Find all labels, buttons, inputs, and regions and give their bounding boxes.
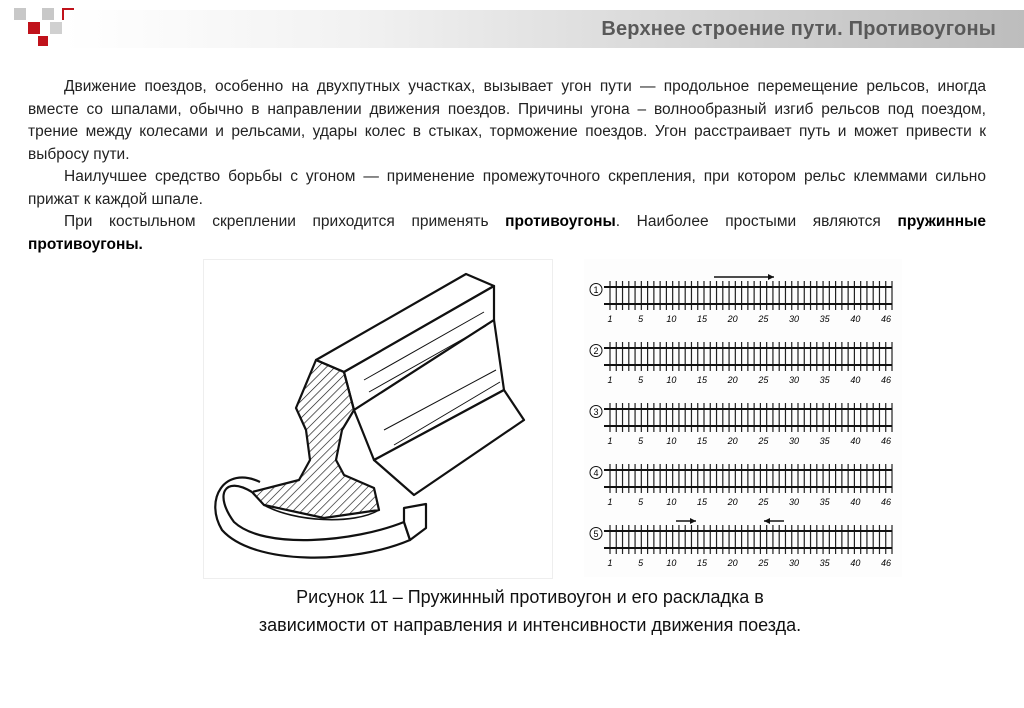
- row-label: 1: [593, 285, 599, 295]
- scale-tick-label: 30: [788, 497, 800, 507]
- scale-tick-label: 20: [727, 375, 738, 385]
- scale-tick-label: 15: [696, 497, 708, 507]
- scale-tick-label: 40: [850, 558, 861, 568]
- rail-anticreeper-illustration: [203, 259, 553, 579]
- scale-tick-label: 15: [696, 436, 708, 446]
- scale-tick-label: 25: [758, 558, 769, 568]
- scale-tick-label: 10: [666, 497, 677, 507]
- scale-tick-label: 1: [607, 314, 613, 324]
- arrow-head: [690, 518, 696, 524]
- paragraph-2: Наилучшее средство борьбы с угоном — применение промежуточного скрепления, при котором рельс клеммами сильно прижат к каждой шпале.: [28, 168, 986, 208]
- scale-tick-label: 1: [607, 497, 613, 507]
- figure-caption: [180, 583, 880, 639]
- scale-tick-label: 1: [607, 558, 613, 568]
- square-gray: [14, 8, 26, 20]
- arrow-head: [764, 518, 770, 524]
- scale-tick-label: 46: [880, 497, 892, 507]
- square-red: [28, 22, 40, 34]
- scale-tick-label: 10: [666, 558, 677, 568]
- scale-tick-label: 10: [666, 314, 677, 324]
- scale-tick-label: 46: [880, 436, 892, 446]
- scale-tick-label: 5: [638, 314, 644, 324]
- scale-tick-label: 20: [727, 314, 738, 324]
- scale-tick-label: 20: [727, 436, 738, 446]
- scale-tick-label: 40: [850, 497, 861, 507]
- scale-tick-label: 20: [727, 558, 738, 568]
- arrow-head: [768, 274, 774, 280]
- row-label: 2: [593, 346, 599, 356]
- scale-tick-label: 15: [696, 314, 708, 324]
- scale-tick-label: 40: [850, 436, 861, 446]
- scale-tick-label: 30: [788, 314, 800, 324]
- scale-tick-label: 46: [880, 314, 892, 324]
- scale-tick-label: 35: [819, 314, 830, 324]
- term-anticreepers: противоугоны: [505, 213, 616, 230]
- paragraph-1: Движение поездов, особенно на двухпутных участках, вызывает угон пути — продольное перемещение рельсов, иногда вместе со шпалами, обычно в направлении движения поездов. Причины угона – волнообразный изгиб рельсов под поездом, трение между колесами и рельсами, удары колес в стыках, торможение поездов. Угон расстраивает путь и может привести к выбросу пути.: [28, 78, 986, 163]
- scale-tick-label: 5: [638, 436, 644, 446]
- layout-row: [590, 403, 892, 446]
- square-gray: [42, 8, 54, 20]
- row-label: 5: [593, 529, 599, 539]
- paragraph-3: [28, 211, 986, 256]
- body-text: [28, 76, 986, 256]
- clamp-end-block: [404, 504, 426, 540]
- scale-tick-label: 30: [788, 436, 800, 446]
- scale-tick-label: 35: [819, 558, 830, 568]
- layout-row: [590, 274, 892, 324]
- scale-tick-label: 25: [758, 375, 769, 385]
- scale-tick-label: 46: [880, 558, 892, 568]
- scale-tick-label: 46: [880, 375, 892, 385]
- square-gray: [50, 22, 62, 34]
- scale-tick-label: 30: [788, 558, 800, 568]
- row-label: 4: [593, 468, 599, 478]
- layout-row: [590, 342, 892, 385]
- scale-tick-label: 35: [819, 375, 830, 385]
- term-spring-anticreepers: пружинные противоугоны.: [28, 213, 986, 253]
- square-red: [38, 36, 48, 46]
- layout-row: [590, 518, 892, 568]
- caption-line-2: зависимости от направления и интенсивности движения поезда.: [258, 615, 802, 635]
- scale-tick-label: 40: [850, 314, 861, 324]
- paragraph-3-text-b: . Наиболее простыми являются: [615, 213, 898, 230]
- scale-tick-label: 1: [607, 375, 613, 385]
- scale-tick-label: 1: [607, 436, 613, 446]
- scale-tick-label: 15: [696, 558, 708, 568]
- scale-tick-label: 20: [727, 497, 738, 507]
- scale-tick-label: 5: [638, 497, 644, 507]
- scale-tick-label: 35: [819, 497, 830, 507]
- scale-tick-label: 5: [638, 558, 644, 568]
- scale-tick-label: 35: [819, 436, 830, 446]
- scale-tick-label: 15: [696, 375, 708, 385]
- anticreeper-layout-diagram: [584, 259, 902, 577]
- scale-tick-label: 5: [638, 375, 644, 385]
- caption-line-1: Рисунок 11 – Пружинный противоугон и его раскладка в: [296, 587, 764, 607]
- scale-tick-label: 10: [666, 375, 677, 385]
- layout-rows: [590, 274, 892, 568]
- page-title: Верхнее строение пути. Противоугоны: [601, 18, 996, 40]
- scale-tick-label: 25: [758, 314, 769, 324]
- layout-row: [590, 464, 892, 507]
- scale-tick-label: 40: [850, 375, 861, 385]
- scale-tick-label: 30: [788, 375, 800, 385]
- row-label: 3: [593, 407, 599, 417]
- scale-tick-label: 25: [758, 436, 769, 446]
- scale-tick-label: 10: [666, 436, 677, 446]
- scale-tick-label: 25: [758, 497, 769, 507]
- paragraph-3-text-a: При костыльном скреплении приходится применять: [64, 213, 506, 230]
